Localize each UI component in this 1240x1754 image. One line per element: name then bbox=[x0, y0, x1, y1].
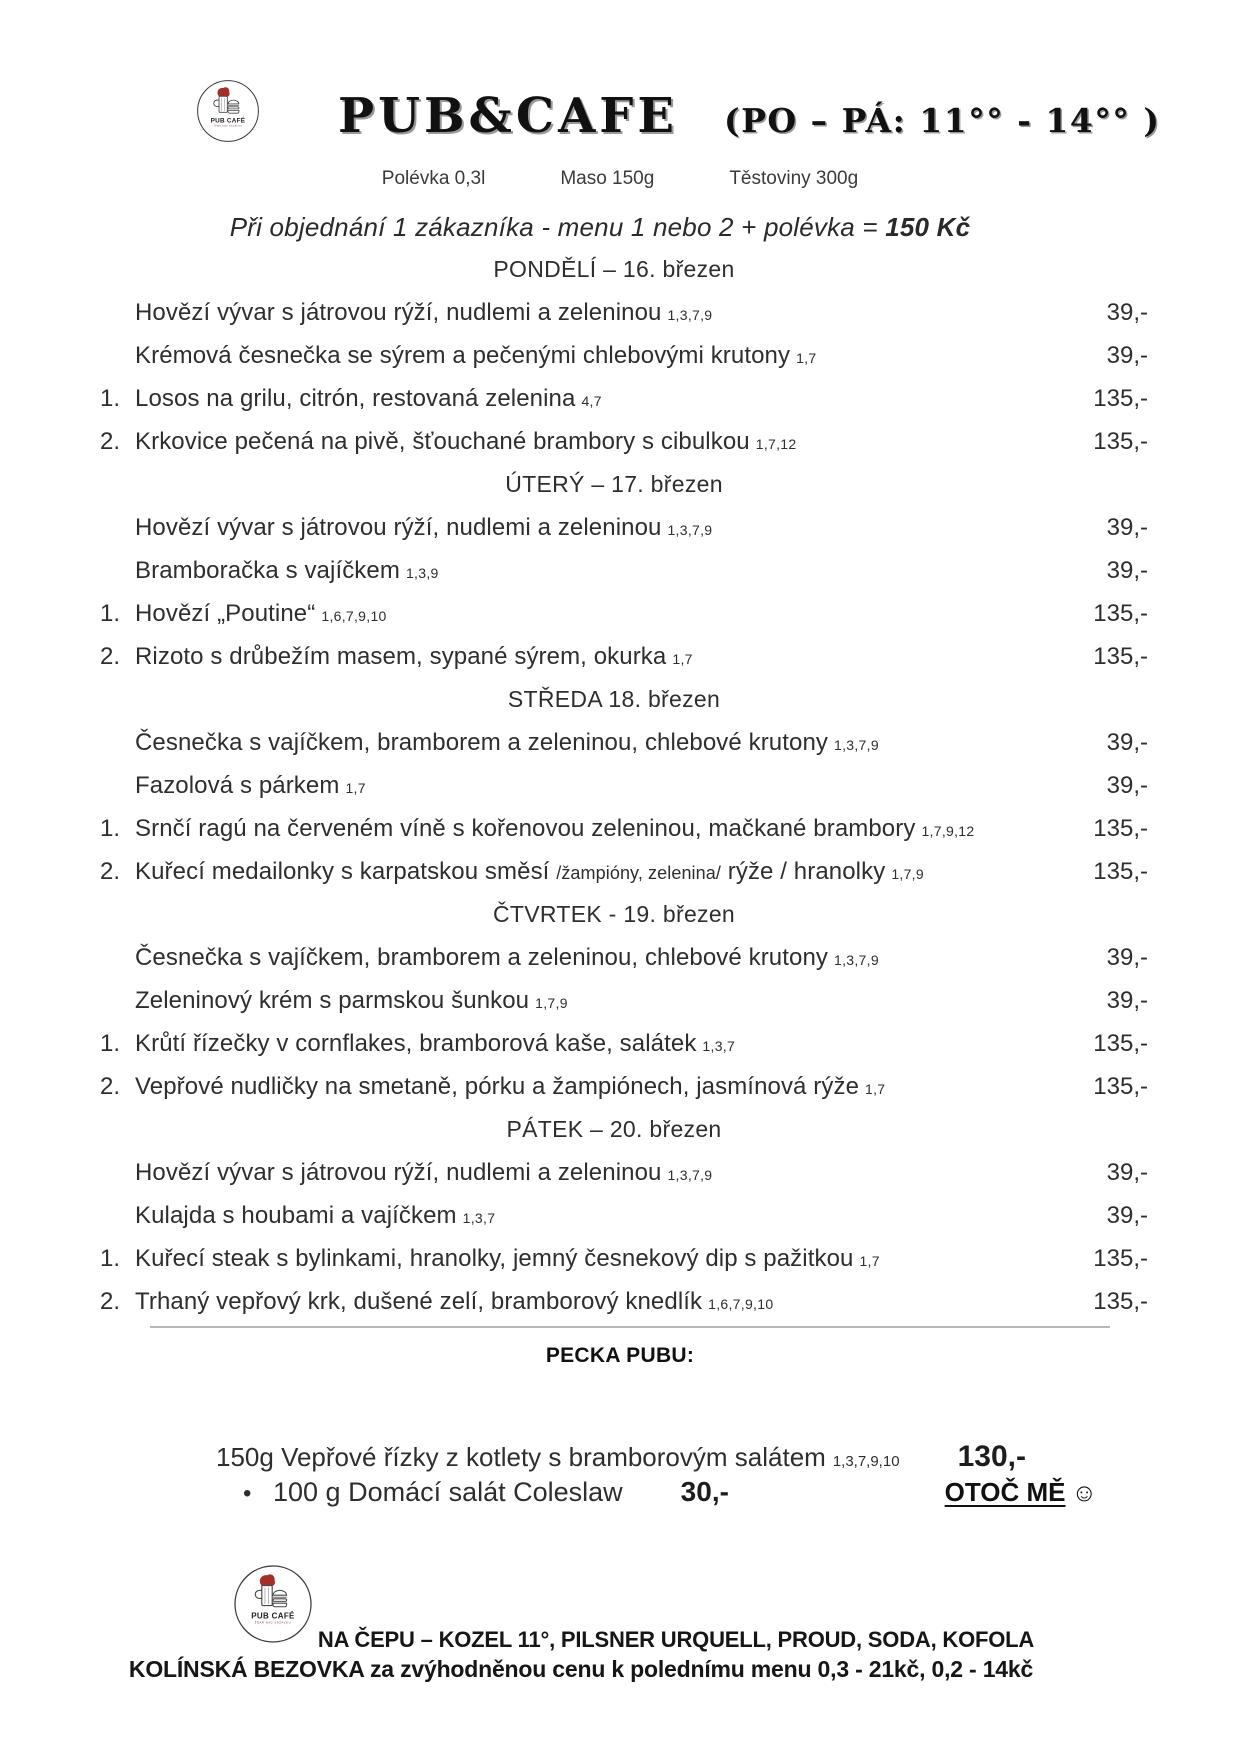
item-text: Krůtí řízečky v cornflakes, bramborová kaše, salátek 1,3,7 bbox=[135, 1029, 736, 1057]
opening-hours: (PO – PÁ: 11°° - 14°° ) bbox=[723, 101, 1161, 140]
menu-item-row bbox=[100, 1151, 1148, 1194]
item-allergens: 1,7 bbox=[796, 349, 817, 366]
special-side-text: 100 g Domácí salát Coleslaw bbox=[273, 1477, 623, 1507]
item-price: 135,- bbox=[1093, 1072, 1148, 1100]
section-divider bbox=[150, 1326, 1110, 1328]
item-text: Krkovice pečená na pivě, šťouchané brambory s cibulkou 1,7,12 bbox=[135, 427, 797, 455]
menu-item-row bbox=[100, 592, 1148, 635]
pub-cafe-logo-footer bbox=[233, 1564, 313, 1644]
item-allergens: 1,7 bbox=[865, 1080, 886, 1097]
item-price: 135,- bbox=[1093, 1287, 1148, 1315]
item-text: Kulajda s houbami a vajíčkem 1,3,7 bbox=[135, 1201, 496, 1229]
footer-drinks-offer: KOLÍNSKÁ BEZOVKA za zvýhodněnou cenu k polednímu menu 0,3 - 21kč, 0,2 - 14kč bbox=[128, 1656, 1034, 1682]
item-allergens: 1,7 bbox=[859, 1252, 880, 1269]
special-heading: PECKA PUBU: bbox=[545, 1344, 695, 1367]
menu-item-row bbox=[100, 979, 1148, 1022]
item-text: Kuřecí steak s bylinkami, hranolky, jemný česnekový dip s pažitkou 1,7 bbox=[135, 1244, 880, 1272]
item-price: 39,- bbox=[1106, 728, 1148, 756]
menu-item-row bbox=[100, 850, 1148, 893]
item-text: Česnečka s vajíčkem, bramborem a zeleninou, chlebové krutony 1,3,7,9 bbox=[135, 943, 879, 971]
item-allergens: 1,3,7,9 bbox=[667, 1166, 713, 1183]
menu-item-row bbox=[100, 1280, 1148, 1323]
title-row bbox=[338, 88, 1160, 144]
menu-item-row bbox=[100, 549, 1148, 592]
burger-icon bbox=[228, 100, 239, 113]
menu-item-row bbox=[100, 377, 1148, 420]
smiley-icon: ☺ bbox=[1071, 1479, 1097, 1507]
item-text: Bramboračka s vajíčkem 1,3,9 bbox=[135, 556, 439, 584]
item-allergens: 1,3,7,9 bbox=[667, 521, 713, 538]
item-text: Krémová česnečka se sýrem a pečenými chlebovými krutony 1,7 bbox=[135, 341, 817, 369]
item-price: 135,- bbox=[1093, 642, 1148, 670]
item-allergens: 1,3,7 bbox=[702, 1037, 736, 1054]
menu-item-row bbox=[100, 291, 1148, 334]
item-number: 1. bbox=[100, 599, 121, 627]
item-text: Trhaný vepřový krk, dušené zelí, bramborový knedlík 1,6,7,9,10 bbox=[135, 1287, 774, 1315]
item-allergens: 1,3,7,9 bbox=[667, 306, 713, 323]
special-main-row bbox=[216, 1440, 1026, 1474]
item-allergens: 1,7,9 bbox=[535, 994, 568, 1011]
item-allergens: 1,7,9 bbox=[891, 865, 924, 882]
menu-item-row bbox=[100, 1194, 1148, 1237]
item-text: Hovězí vývar s játrovou rýží, nudlemi a zeleninou 1,3,7,9 bbox=[135, 513, 713, 541]
special-side-row bbox=[243, 1476, 1097, 1508]
promo-line bbox=[60, 212, 1140, 243]
item-number: 1. bbox=[100, 1029, 121, 1057]
day-heading: PÁTEK – 20. březen bbox=[506, 1116, 722, 1142]
item-price: 39,- bbox=[1106, 1201, 1148, 1229]
logo-city: ŽĎÁR NAD SÁZAVOU bbox=[254, 1621, 292, 1625]
item-number: 2. bbox=[100, 1287, 121, 1315]
item-price: 39,- bbox=[1106, 341, 1148, 369]
item-text: Fazolová s párkem 1,7 bbox=[135, 771, 366, 799]
footer-on-tap: NA ČEPU – KOZEL 11°, PILSNER URQUELL, PROUD, SODA, KOFOLA bbox=[317, 1627, 1035, 1652]
menu-item-row bbox=[100, 1022, 1148, 1065]
item-number: 2. bbox=[100, 857, 121, 885]
menu-item-row bbox=[100, 936, 1148, 979]
item-text: Česnečka s vajíčkem, bramborem a zeleninou, chlebové krutony 1,3,7,9 bbox=[135, 728, 879, 756]
item-text: Hovězí „Poutine“ 1,6,7,9,10 bbox=[135, 599, 387, 627]
item-allergens: 4,7 bbox=[581, 392, 602, 409]
bullet-icon: • bbox=[243, 1480, 252, 1507]
menu-item-row bbox=[100, 807, 1148, 850]
item-price: 135,- bbox=[1093, 814, 1148, 842]
item-price: 39,- bbox=[1106, 986, 1148, 1014]
item-text: Losos na grilu, citrón, restovaná zelenina 4,7 bbox=[135, 384, 602, 412]
item-number: 2. bbox=[100, 642, 121, 670]
item-text: Vepřové nudličky na smetaně, pórku a žampiónech, jasmínová rýže 1,7 bbox=[135, 1072, 886, 1100]
menu-item-row bbox=[100, 1237, 1148, 1280]
portion-pasta: Těstoviny 300g bbox=[729, 168, 859, 189]
item-allergens: 1,6,7,9,10 bbox=[708, 1295, 774, 1312]
flip-me-label: OTOČ MĚ bbox=[944, 1477, 1066, 1507]
logo-name: PUB CAFÉ bbox=[210, 117, 246, 125]
flip-me-note bbox=[945, 1477, 1097, 1508]
item-allergens: 1,3,7,9 bbox=[834, 951, 879, 968]
menu-days bbox=[100, 248, 1148, 1323]
item-text: Srnčí ragú na červeném víně s kořenovou zeleninou, mačkané brambory 1,7,9,12 bbox=[135, 814, 975, 842]
menu-item-row bbox=[100, 635, 1148, 678]
menu-item-row bbox=[100, 1065, 1148, 1108]
item-price: 39,- bbox=[1106, 1158, 1148, 1186]
item-price: 135,- bbox=[1093, 384, 1148, 412]
special-main-text: 150g Vepřové řízky z kotlety s bramborovým salátem 1,3,7,9,10 bbox=[216, 1442, 900, 1472]
item-text: Zeleninový krém s parmskou šunkou 1,7,9 bbox=[135, 986, 568, 1014]
promo-text: Při objednání 1 zákazníka - menu 1 nebo 2 + polévka = bbox=[229, 212, 886, 242]
item-allergens: 1,7,12 bbox=[755, 435, 797, 452]
item-number: 1. bbox=[100, 384, 121, 412]
item-text-small: /žampióny, zelenina/ bbox=[556, 862, 721, 883]
menu-item-row bbox=[100, 506, 1148, 549]
item-text: Rizoto s drůbežím masem, sypané sýrem, okurka 1,7 bbox=[135, 642, 693, 670]
special-side-price: 30,- bbox=[680, 1476, 729, 1507]
item-allergens: 1,3,9 bbox=[405, 564, 439, 581]
item-price: 135,- bbox=[1093, 1244, 1148, 1272]
item-number: 2. bbox=[100, 1072, 121, 1100]
page-title: PUB&CAFE bbox=[338, 88, 678, 144]
portion-info bbox=[100, 168, 1140, 190]
item-number: 2. bbox=[100, 427, 121, 455]
item-price: 39,- bbox=[1106, 298, 1148, 326]
menu-item-row bbox=[100, 334, 1148, 377]
day-heading: STŘEDA 18. březen bbox=[507, 686, 721, 712]
logo-city: ŽĎÁR NAD SÁZAVOU bbox=[213, 125, 243, 128]
item-price: 39,- bbox=[1106, 513, 1148, 541]
item-price: 135,- bbox=[1093, 427, 1148, 455]
item-allergens: 1,7,9,12 bbox=[921, 822, 975, 839]
item-price: 135,- bbox=[1093, 1029, 1148, 1057]
item-allergens: 1,3,7 bbox=[462, 1209, 496, 1226]
menu-item-row bbox=[100, 721, 1148, 764]
item-text: Kuřecí medailonky s karpatskou směsí /žampióny, zelenina/ rýže / hranolky 1,7,9 bbox=[135, 857, 924, 885]
item-price: 135,- bbox=[1093, 857, 1148, 885]
portion-soup: Polévka 0,3l bbox=[381, 168, 486, 189]
item-allergens: 1,3,7,9 bbox=[834, 736, 879, 753]
item-number: 1. bbox=[100, 814, 121, 842]
item-price: 39,- bbox=[1106, 771, 1148, 799]
item-price: 39,- bbox=[1106, 943, 1148, 971]
item-text: Hovězí vývar s játrovou rýží, nudlemi a zeleninou 1,3,7,9 bbox=[135, 298, 713, 326]
special-main-allergens: 1,3,7,9,10 bbox=[832, 1453, 900, 1470]
burger-icon bbox=[273, 1590, 287, 1606]
pub-cafe-logo bbox=[196, 79, 260, 143]
item-allergens: 1,6,7,9,10 bbox=[321, 607, 387, 624]
logo-name: PUB CAFÉ bbox=[251, 1611, 295, 1621]
day-heading: ČTVRTEK - 19. březen bbox=[492, 901, 736, 927]
item-price: 135,- bbox=[1093, 599, 1148, 627]
item-price: 39,- bbox=[1106, 556, 1148, 584]
special-main-price: 130,- bbox=[957, 1440, 1026, 1473]
item-allergens: 1,7 bbox=[672, 650, 693, 667]
promo-price: 150 Kč bbox=[885, 212, 971, 242]
item-text: Hovězí vývar s játrovou rýží, nudlemi a zeleninou 1,3,7,9 bbox=[135, 1158, 713, 1186]
day-heading: ÚTERÝ – 17. březen bbox=[505, 471, 723, 497]
menu-item-row bbox=[100, 764, 1148, 807]
item-allergens: 1,7 bbox=[345, 779, 366, 796]
menu-item-row bbox=[100, 420, 1148, 463]
item-number: 1. bbox=[100, 1244, 121, 1272]
portion-meat: Maso 150g bbox=[560, 168, 655, 189]
day-heading: PONDĚLÍ – 16. březen bbox=[493, 256, 735, 282]
